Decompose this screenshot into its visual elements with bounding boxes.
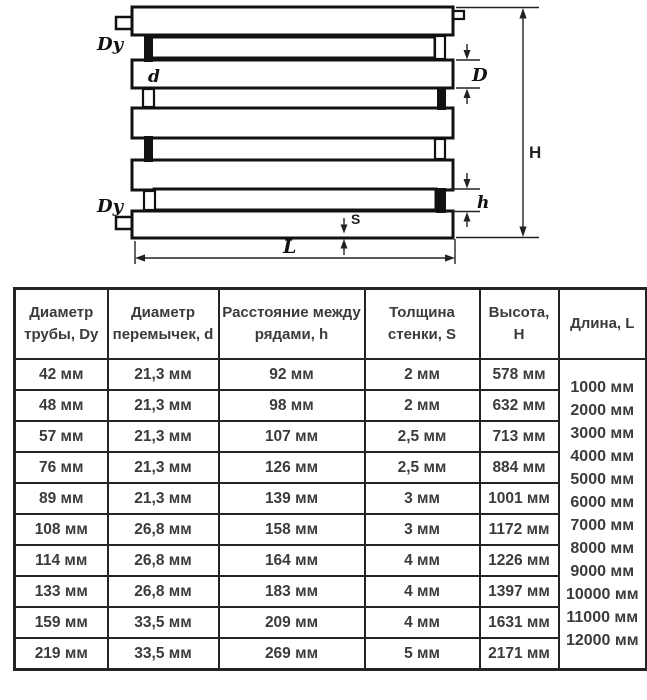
header-wall-thickness: Толщина стенки, S (365, 289, 480, 360)
table-cell: 26,8 мм (108, 545, 219, 576)
table-row (15, 483, 647, 514)
pipe-row (154, 189, 436, 210)
table-cell: 183 мм (219, 576, 365, 607)
pipe-row (132, 211, 453, 238)
table-header (15, 289, 647, 360)
table-cell: 5 мм (365, 638, 480, 670)
label-L: L (283, 236, 297, 258)
table-cell: 57 мм (15, 421, 108, 452)
arrowhead-down-icon (519, 227, 526, 238)
label-S: S (351, 211, 361, 227)
dimension-h (450, 173, 489, 227)
label-d: d (148, 67, 160, 87)
pipe-register-drawing (0, 0, 647, 272)
table-cell: 219 мм (15, 638, 108, 670)
table-cell: 884 мм (480, 452, 559, 483)
header-length: Длина, L (559, 289, 647, 360)
length-value: 11000 мм (566, 609, 639, 626)
jumper-connector (143, 89, 154, 107)
length-value: 6000 мм (570, 494, 635, 511)
table-cell: 114 мм (15, 545, 108, 576)
table-cell: 2 мм (365, 390, 480, 421)
jumper-connector (435, 139, 445, 159)
table-cell: 42 мм (15, 359, 108, 390)
length-value: 9000 мм (570, 563, 635, 580)
table-cell: 26,8 мм (108, 576, 219, 607)
table-cell: 1631 мм (480, 607, 559, 638)
table-cell: 26,8 мм (108, 514, 219, 545)
pipe-register-spec-table (13, 287, 647, 671)
table-cell: 159 мм (15, 607, 108, 638)
pipe-row (132, 108, 453, 138)
label-Dy-bottom: Dy (97, 196, 124, 217)
table-cell: 209 мм (219, 607, 365, 638)
length-value: 3000 мм (570, 425, 635, 442)
header-jumper-diameter: Диаметр перемычек, d (108, 289, 219, 360)
table-cell: 21,3 мм (108, 452, 219, 483)
length-value: 7000 мм (570, 517, 635, 534)
length-value: 4000 мм (570, 448, 635, 465)
arrowhead-right-icon (445, 254, 455, 261)
pipe-row (132, 160, 453, 190)
pipe-row (132, 60, 453, 88)
pipe-row (132, 7, 453, 35)
table-cell: 33,5 мм (108, 607, 219, 638)
arrowhead-up-icon (464, 212, 471, 222)
nipple-connector (436, 188, 446, 213)
table-cell: 1001 мм (480, 483, 559, 514)
table-cell: 269 мм (219, 638, 365, 670)
header-pipe-diameter: Диаметр трубы, Dy (15, 289, 108, 360)
table-cell: 632 мм (480, 390, 559, 421)
table-cell: 2,5 мм (365, 421, 480, 452)
table-cell: 2171 мм (480, 638, 559, 670)
arrowhead-left-icon (135, 254, 145, 261)
table-row (15, 576, 647, 607)
table-cell: 33,5 мм (108, 638, 219, 670)
length-value: 1000 мм (570, 379, 635, 396)
table-cell: 4 мм (365, 607, 480, 638)
table-cell: 89 мм (15, 483, 108, 514)
table-cell: 2 мм (365, 359, 480, 390)
label-h: h (477, 193, 490, 213)
table-row (15, 390, 647, 421)
dimension-L (135, 236, 455, 264)
table-row (15, 421, 647, 452)
table-cell: 126 мм (219, 452, 365, 483)
length-value: 8000 мм (570, 540, 635, 557)
pipe-rows (132, 7, 453, 238)
table-body (15, 359, 647, 670)
table-cell: 713 мм (480, 421, 559, 452)
arrowhead-up-icon (464, 89, 471, 99)
length-value: 10000 мм (565, 586, 639, 603)
table-cell: 4 мм (365, 545, 480, 576)
length-value: 2000 мм (570, 402, 635, 419)
table-header-row (15, 289, 647, 360)
label-D: D (472, 65, 488, 86)
header-row-spacing: Расстояние между рядами, h (219, 289, 365, 360)
table-cell: 92 мм (219, 359, 365, 390)
table-cell: 3 мм (365, 483, 480, 514)
table-cell: 578 мм (480, 359, 559, 390)
table-cell: 1226 мм (480, 545, 559, 576)
table-row (15, 607, 647, 638)
table-cell: 158 мм (219, 514, 365, 545)
table-cell: 1172 мм (480, 514, 559, 545)
table-row (15, 545, 647, 576)
arrowhead-down-icon (464, 179, 471, 189)
table-row (15, 638, 647, 670)
nipple-connector (144, 136, 153, 162)
table-cell: 3 мм (365, 514, 480, 545)
length-value: 5000 мм (570, 471, 635, 488)
table-cell: 4 мм (365, 576, 480, 607)
table-cell: 107 мм (219, 421, 365, 452)
header-height: Высота, H (480, 289, 559, 360)
dimension-H (456, 8, 541, 238)
jumper-connector (435, 36, 445, 59)
table-cell: 164 мм (219, 545, 365, 576)
length-merged-cell (559, 359, 647, 670)
table-row (15, 359, 647, 390)
pipe-row (151, 37, 435, 58)
arrowhead-down-icon (464, 50, 471, 60)
nipple-connector (437, 87, 446, 110)
pipe-stub (116, 17, 133, 29)
table-cell: 133 мм (15, 576, 108, 607)
length-value: 12000 мм (565, 632, 639, 649)
table-cell: 21,3 мм (108, 390, 219, 421)
table-cell: 2,5 мм (365, 452, 480, 483)
table-cell: 76 мм (15, 452, 108, 483)
table-cell: 1397 мм (480, 576, 559, 607)
label-H: H (529, 143, 542, 162)
table-cell: 21,3 мм (108, 421, 219, 452)
table-cell: 98 мм (219, 390, 365, 421)
label-Dy-top: Dy (97, 34, 124, 55)
table-cell: 108 мм (15, 514, 108, 545)
dimension-D (456, 44, 488, 104)
table-cell: 139 мм (219, 483, 365, 514)
table-cell: 21,3 мм (108, 483, 219, 514)
nipple-connector (144, 34, 153, 62)
arrowhead-up-icon (519, 8, 526, 19)
jumper-connector (144, 191, 155, 210)
table-row (15, 514, 647, 545)
table-row (15, 452, 647, 483)
arrowhead-up-icon (341, 239, 348, 249)
table-cell: 48 мм (15, 390, 108, 421)
table-cell: 21,3 мм (108, 359, 219, 390)
